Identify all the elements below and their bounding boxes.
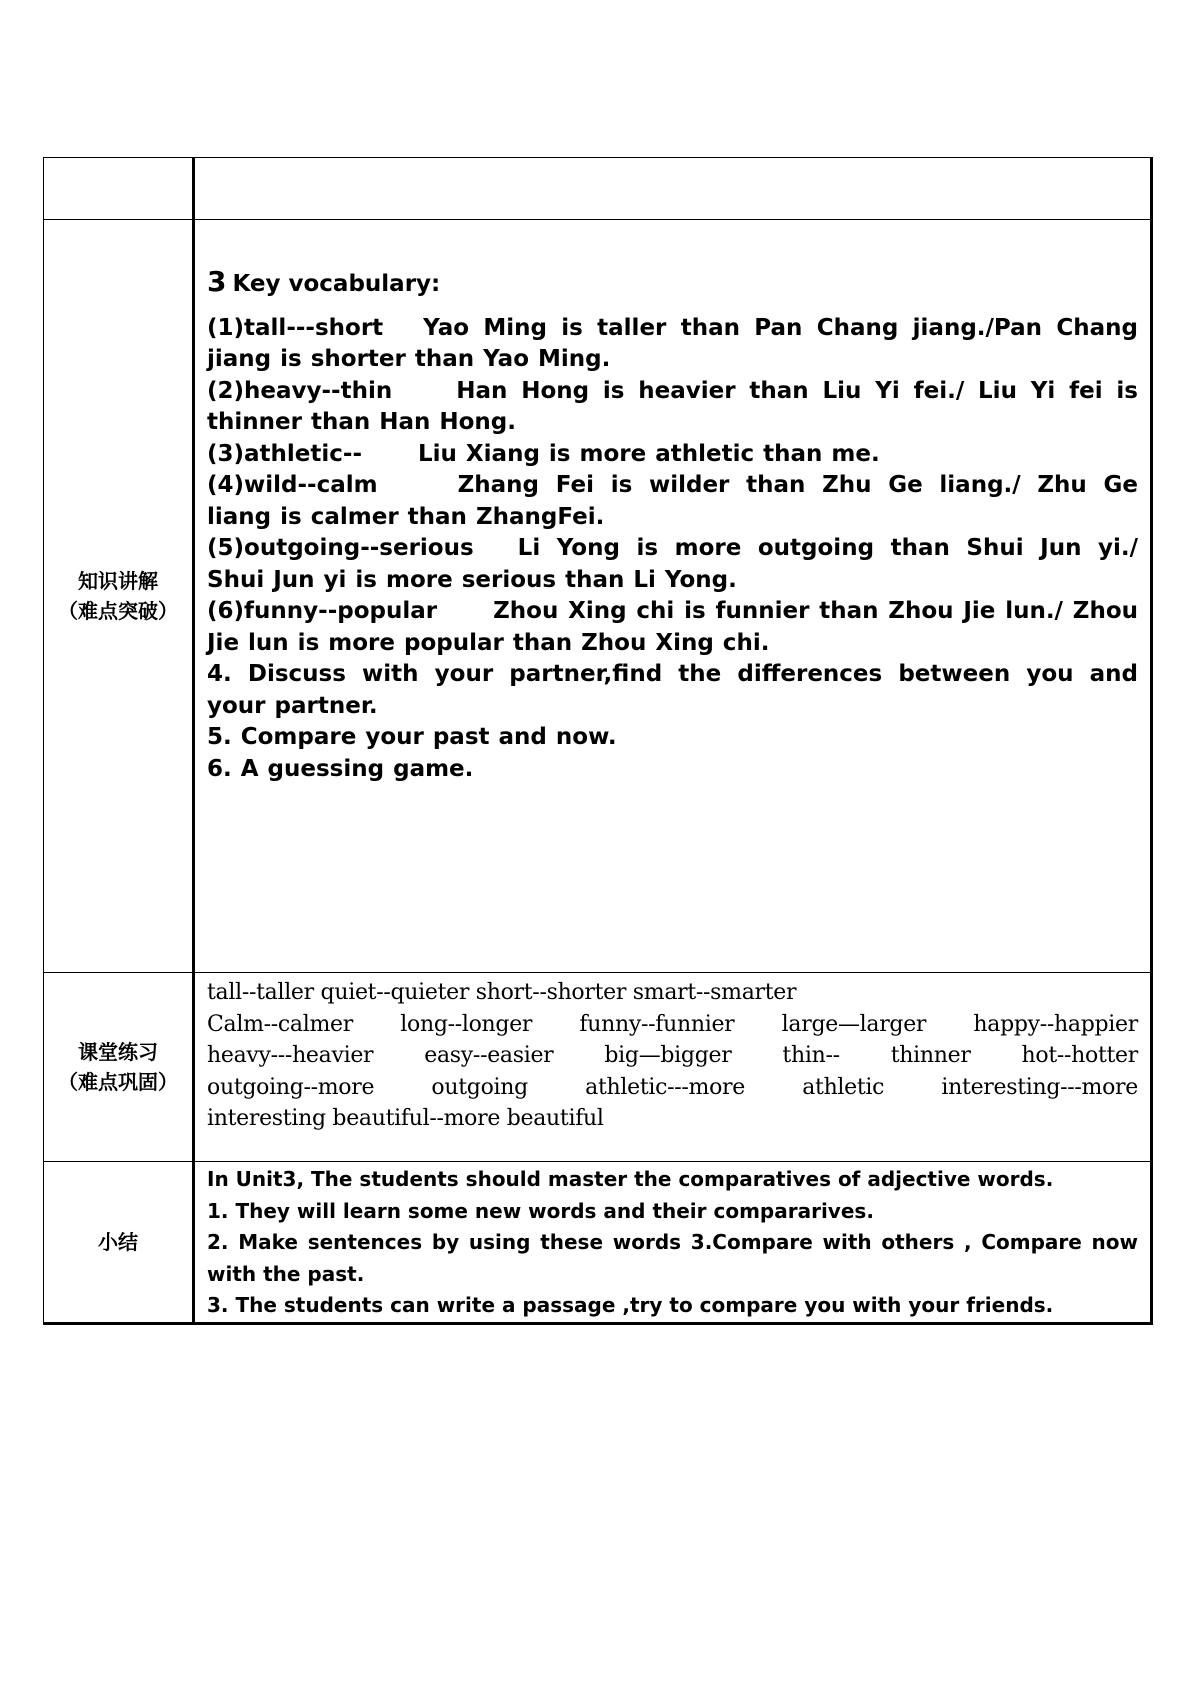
task-item-6: 6. A guessing game. — [207, 755, 474, 782]
summary-line-4: 3. The students can write a passage ,try to compare you with your friends. — [207, 1293, 1054, 1317]
vocab-sentence: Yao Ming is taller than Pan Chang jiang./Pan Chang jiang is shorter than Yao Ming. — [207, 314, 1138, 372]
vocab-sentence: Zhang Fei is wilder than Zhu Ge liang./ Zhu Ge liang is calmer than ZhangFei. — [207, 472, 1138, 530]
practice-label-line2: （难点巩固） — [58, 1070, 178, 1094]
practice-line-3: heavy---heavier easy--easier big—bigger thin-- thinner hot--hotter — [207, 1043, 1138, 1068]
knowledge-label-line2: （难点突破） — [58, 599, 178, 623]
summary-line-1: In Unit3, The students should master the comparatives of adjective words. — [207, 1167, 1054, 1191]
vocab-pair: athletic-- — [244, 440, 363, 467]
vocab-pair: wild--calm — [244, 472, 378, 498]
vocab-pair: heavy--thin — [244, 377, 393, 404]
task-item-4: 4. Discuss with your partner,find the differences between you and your partner. — [207, 661, 1138, 719]
vocab-sentence: Liu Xiang is more athletic than me. — [418, 440, 880, 467]
vocab-pair: outgoing--serious — [244, 535, 474, 561]
task-item-5: 5. Compare your past and now. — [207, 724, 617, 750]
vocab-sentence: Zhou Xing chi is funnier than Zhou Jie lun./ Zhou Jie lun is more popular than Zhou Xing chi. — [207, 598, 1138, 656]
table-row-top — [44, 158, 1152, 220]
vocab-item-5: (5)outgoing--serious Li Yong is more outgoing than Shui Jun yi./ Shui Jun yi is more serious than Li Yong. — [207, 535, 1138, 593]
practice-content — [194, 973, 1152, 1162]
practice-label — [44, 973, 194, 1162]
knowledge-label — [44, 220, 194, 973]
vocab-item-1: (1)tall---short Yao Ming is taller than Pan Chang jiang./Pan Chang jiang is shorter than Yao Ming. — [207, 314, 1138, 372]
knowledge-content — [194, 220, 1152, 973]
vocab-sentence: Li Yong is more outgoing than Shui Jun yi./ Shui Jun yi is more serious than Li Yong. — [207, 535, 1138, 593]
table-row-practice — [44, 973, 1152, 1162]
vocab-item-4: (4)wild--calm Zhang Fei is wilder than Zhu Ge liang./ Zhu Ge liang is calmer than ZhangFei. — [207, 472, 1138, 530]
section-number: 3 — [207, 265, 227, 298]
practice-line-2: Calm--calmer long--longer funny--funnier large—larger happy--happier — [207, 1011, 1138, 1037]
table-row-summary — [44, 1162, 1152, 1324]
summary-line-2: 1. They will learn some new words and their compararives. — [207, 1198, 874, 1223]
section-heading — [207, 266, 1138, 301]
vocab-sentence: Han Hong is heavier than Liu Yi fei./ Liu Yi fei is thinner than Han Hong. — [207, 377, 1138, 435]
practice-line-1: tall--taller quiet--quieter short--shorter smart--smarter — [207, 980, 797, 1005]
summary-content — [194, 1162, 1152, 1324]
knowledge-label-line1: 知识讲解 — [78, 569, 158, 593]
lesson-plan-table — [43, 157, 1153, 1325]
vocab-pair: funny--popular — [244, 598, 438, 624]
summary-label: 小结 — [44, 1162, 194, 1324]
table-row-knowledge — [44, 220, 1152, 973]
vocab-item-6: (6)funny--popular Zhou Xing chi is funnier than Zhou Jie lun./ Zhou Jie lun is more popular than Zhou Xing chi. — [207, 598, 1138, 656]
empty-label-cell — [44, 158, 194, 220]
empty-content-cell — [194, 158, 1152, 220]
vocab-item-2: (2)heavy--thin Han Hong is heavier than Liu Yi fei./ Liu Yi fei is thinner than Han Hong. — [207, 377, 1138, 435]
summary-line-3: 2. Make sentences by using these words 3.Compare with others , Compare now with the past. — [207, 1230, 1138, 1286]
vocab-item-3: (3)athletic-- Liu Xiang is more athletic than me. — [207, 440, 880, 467]
practice-line-5: interesting beautiful--more beautiful — [207, 1106, 604, 1131]
practice-label-line1: 课堂练习 — [78, 1040, 158, 1064]
practice-line-4: outgoing--more outgoing athletic---more athletic interesting---more — [207, 1074, 1138, 1100]
section-title: Key vocabulary: — [232, 271, 441, 297]
vocab-pair: tall---short — [244, 314, 384, 341]
